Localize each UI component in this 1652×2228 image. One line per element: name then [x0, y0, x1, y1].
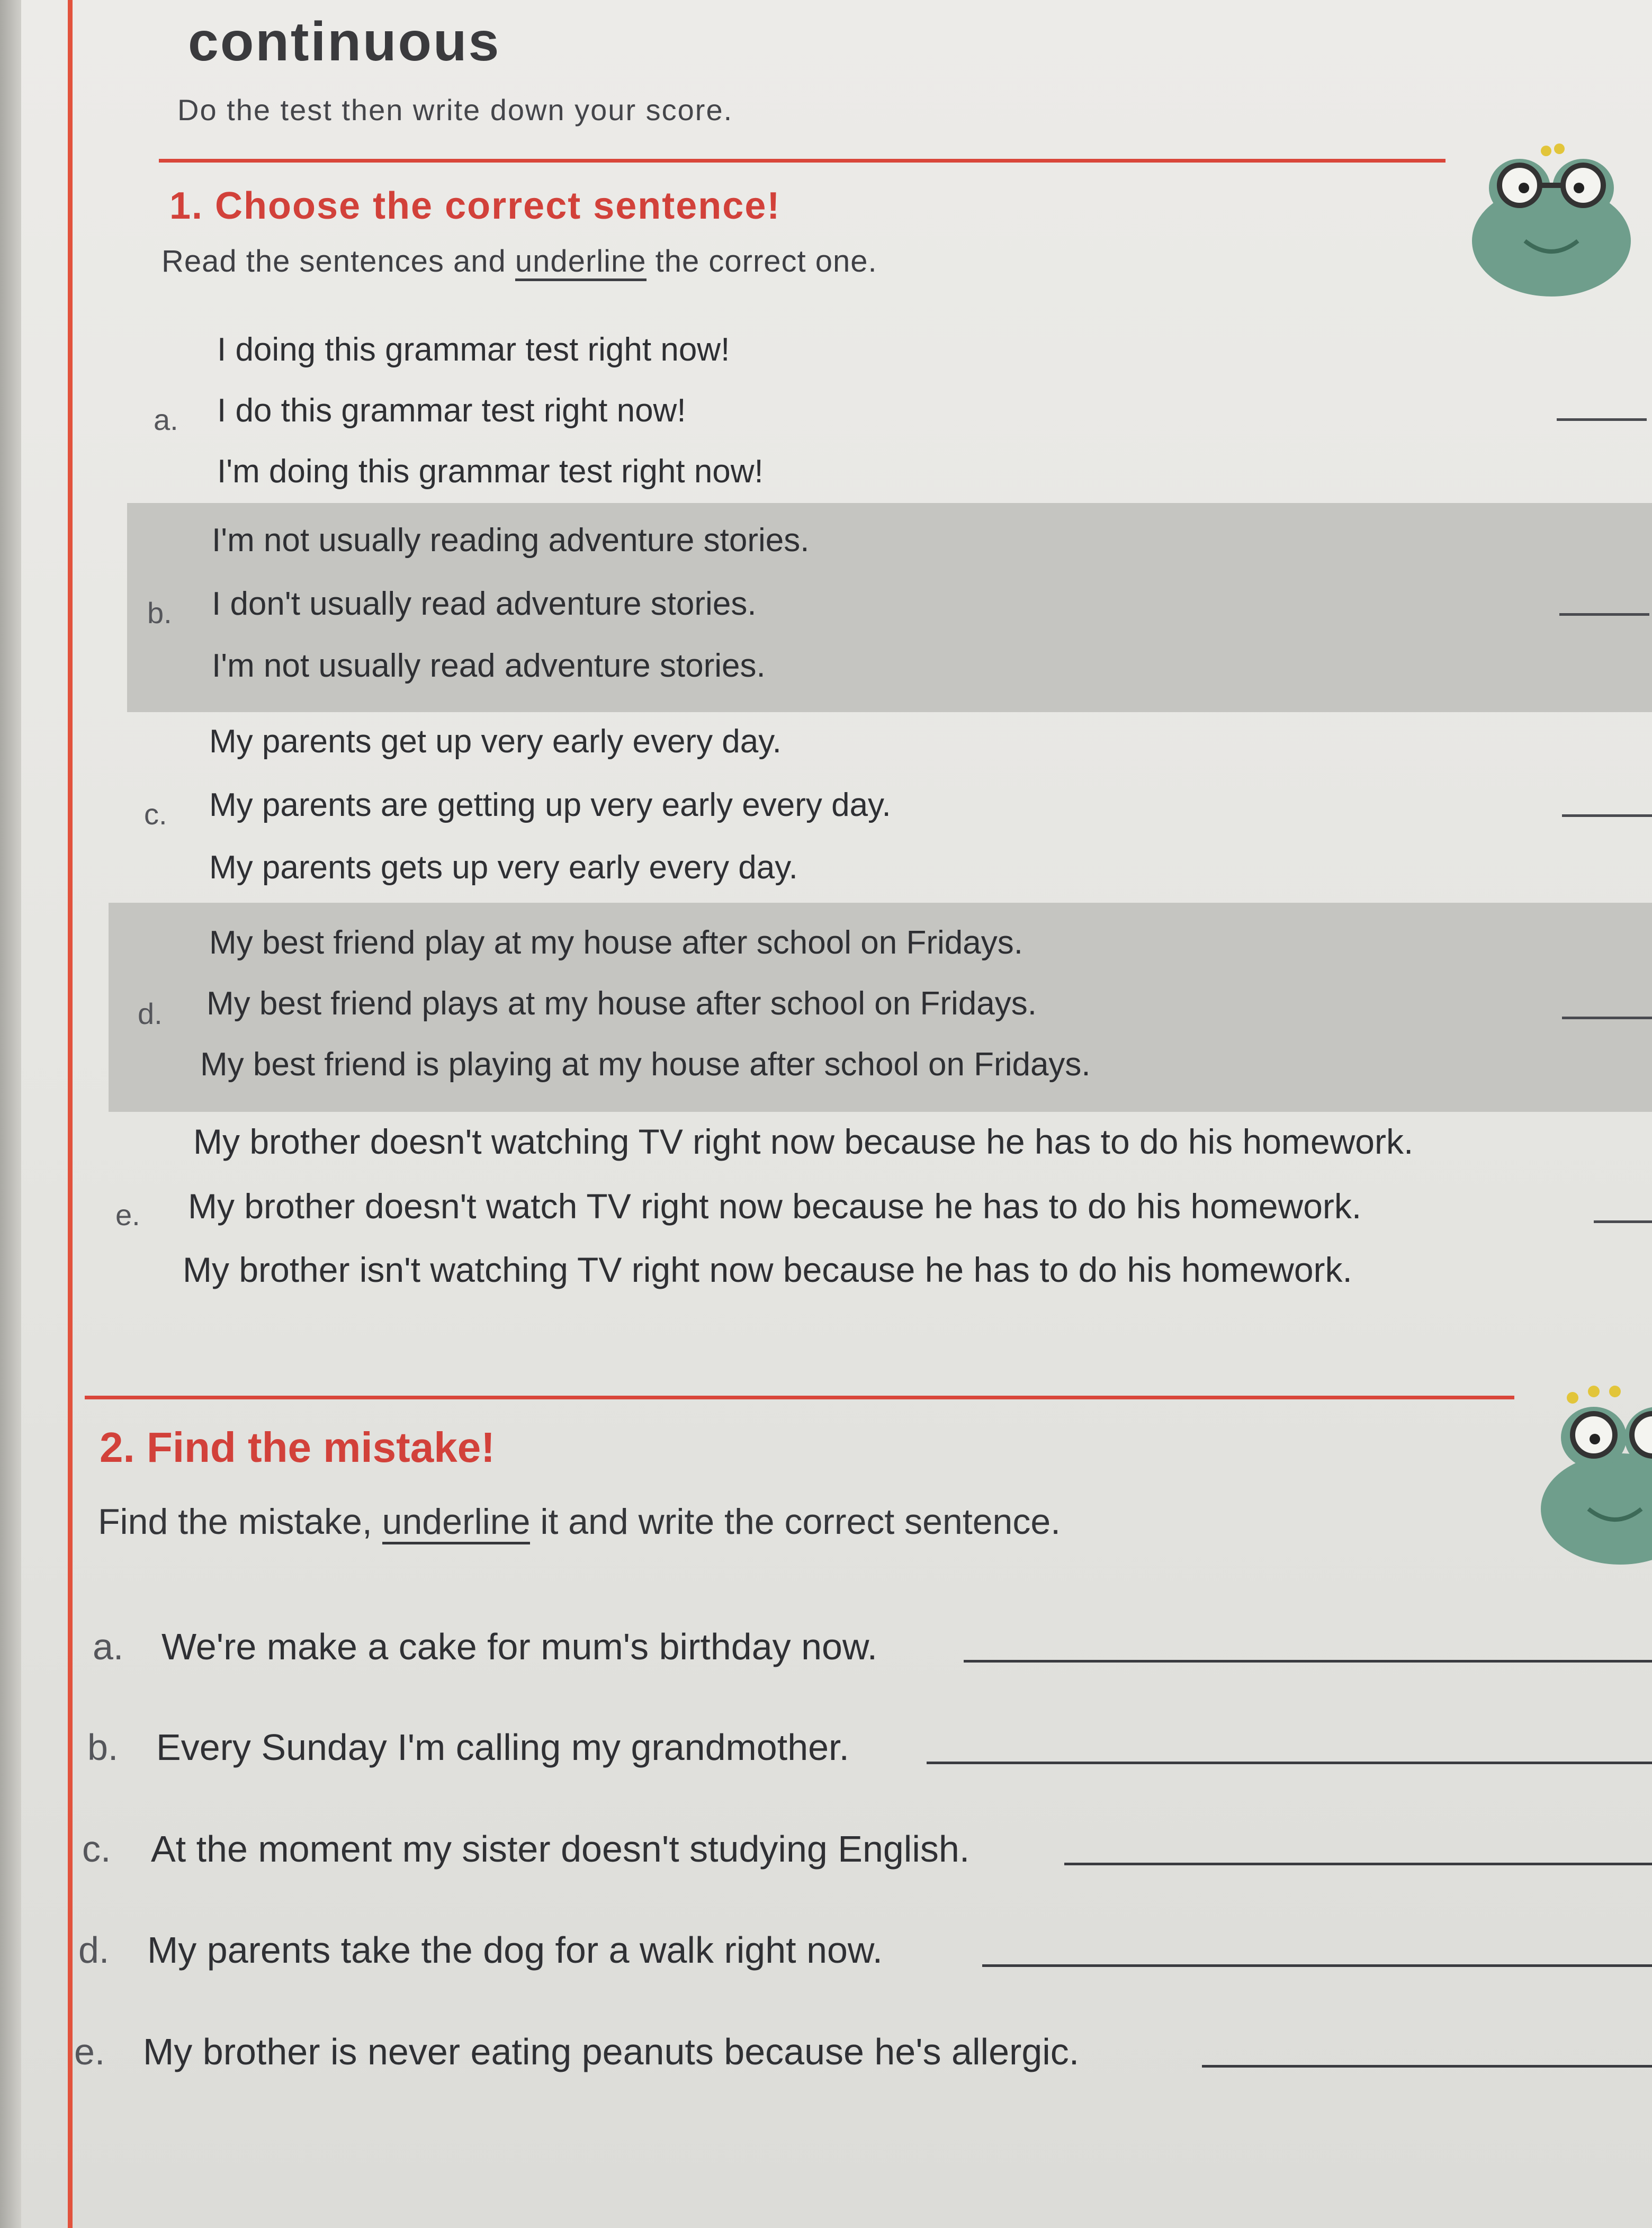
section1-title: 1. Choose the correct sentence! — [169, 185, 781, 227]
option-e-3[interactable]: My brother isn't watching TV right now because he has to do his homework. — [183, 1250, 1352, 1289]
answer-line-c[interactable] — [1064, 1863, 1652, 1865]
intro-text: Do the test then write down your score. — [177, 93, 733, 127]
answer-line-a[interactable] — [964, 1660, 1652, 1663]
answer-blank-d[interactable] — [1562, 1017, 1652, 1019]
answer-blank-c[interactable] — [1562, 814, 1652, 817]
mistake-item-e: e. My brother is never eating peanuts because he's allergic. — [74, 2031, 1080, 2072]
page-edge — [0, 0, 21, 2228]
answer-line-e[interactable] — [1202, 2065, 1652, 2068]
question-letter-c: c. — [144, 797, 167, 831]
section2-divider — [85, 1396, 1514, 1399]
option-c-2[interactable]: My parents are getting up very early every day. — [209, 787, 891, 823]
mistake-item-d: d. My parents take the dog for a walk right now. — [78, 1929, 883, 1971]
option-b-1[interactable]: I'm not usually reading adventure stories. — [212, 522, 810, 559]
question-letter-e: e. — [115, 1198, 140, 1232]
mistake-item-b: b. Every Sunday I'm calling my grandmother. — [87, 1727, 849, 1768]
mistake-item-c: c. At the moment my sister doesn't studying English. — [82, 1828, 970, 1870]
option-e-1[interactable]: My brother doesn't watching TV right now because he has to do his homework. — [193, 1122, 1414, 1161]
page-title: continuous — [188, 11, 501, 73]
answer-blank-e[interactable] — [1594, 1220, 1652, 1223]
frog-mascot-icon — [1536, 1377, 1652, 1567]
section1-divider — [159, 159, 1446, 163]
answer-blank-b[interactable] — [1559, 613, 1649, 616]
answer-blank-a[interactable] — [1557, 418, 1647, 421]
question-letter-d: d. — [138, 997, 163, 1030]
mistake-item-a: a. We're make a cake for mum's birthday now. — [93, 1626, 878, 1667]
section1-instruction: Read the sentences and underline the correct one. — [161, 244, 877, 279]
option-c-3[interactable]: My parents gets up very early every day. — [209, 849, 798, 886]
option-d-2[interactable]: My best friend plays at my house after school on Fridays. — [206, 985, 1037, 1022]
option-c-1[interactable]: My parents get up very early every day. — [209, 723, 782, 760]
option-e-2[interactable]: My brother doesn't watch TV right now because he has to do his homework. — [188, 1187, 1362, 1226]
option-a-1[interactable]: I doing this grammar test right now! — [217, 331, 730, 368]
frog-mascot-icon — [1461, 140, 1641, 299]
section2-title: 2. Find the mistake! — [100, 1424, 495, 1471]
margin-line — [68, 0, 73, 2228]
option-d-1[interactable]: My best friend play at my house after school on Fridays. — [209, 924, 1023, 961]
question-letter-b: b. — [147, 596, 172, 630]
answer-line-d[interactable] — [982, 1964, 1652, 1967]
section2-instruction: Find the mistake, underline it and write the correct sentence. — [98, 1501, 1061, 1542]
option-b-3[interactable]: I'm not usually read adventure stories. — [212, 648, 766, 684]
option-a-2[interactable]: I do this grammar test right now! — [217, 392, 686, 429]
option-a-3[interactable]: I'm doing this grammar test right now! — [217, 453, 764, 490]
option-b-2[interactable]: I don't usually read adventure stories. — [212, 586, 757, 622]
option-d-3[interactable]: My best friend is playing at my house after school on Fridays. — [200, 1046, 1091, 1083]
answer-line-b[interactable] — [927, 1762, 1652, 1764]
question-letter-a: a. — [154, 403, 178, 436]
